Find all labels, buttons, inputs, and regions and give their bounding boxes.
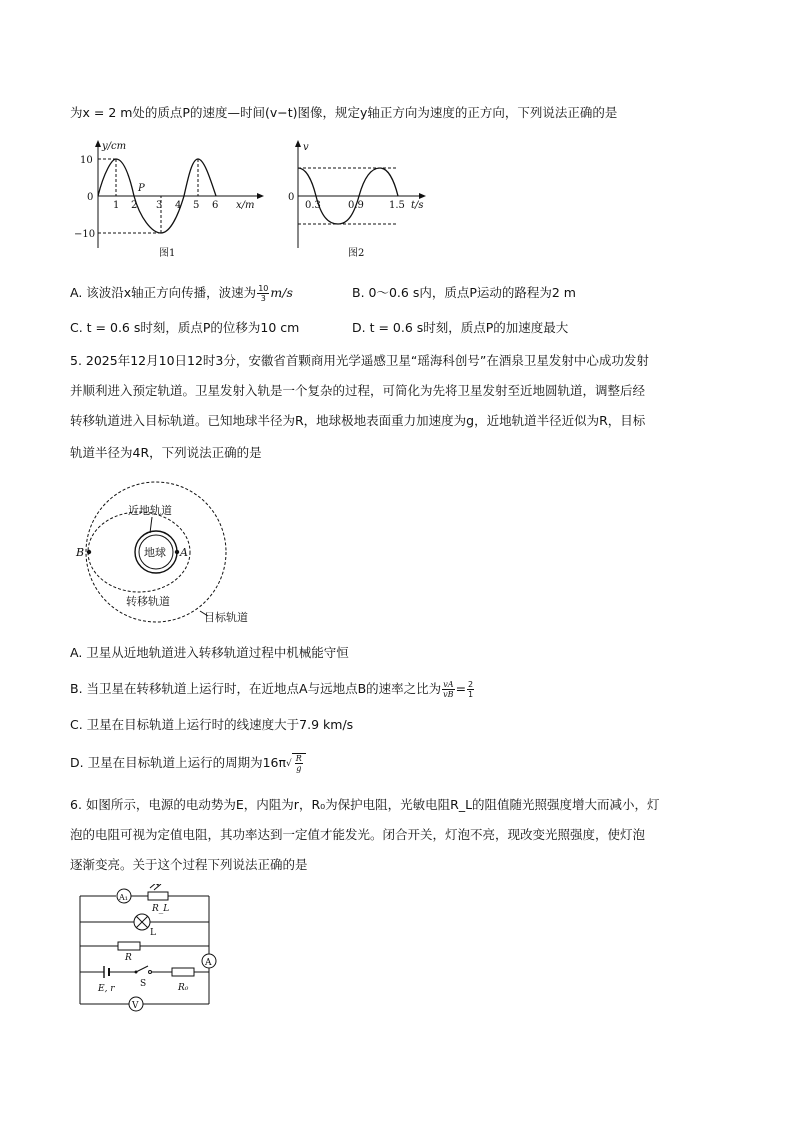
ammeter-label: A — [205, 958, 212, 968]
q5-stem-line: 转移轨道进入目标轨道。已知地球半径为R，地球极地表面重力加速度为g，近地轨道半径近似为R，目标 — [70, 413, 646, 428]
q5-option-b: B. 当卫星在转移轨道上运行时，在近地点A与远地点B的速率之比为 $\frac{vA}{vB}$ = $\frac{2}{1}$ — [70, 680, 474, 699]
ammeter1-label: A₁ — [119, 893, 128, 902]
fig2-xtick: 0.9 — [348, 200, 364, 211]
fig1-xtick: 2 — [131, 200, 138, 211]
switch-label: S — [140, 979, 147, 989]
q5-option-c: C. 卫星在目标轨道上运行时的线速度大于7.9 km/s — [70, 717, 354, 732]
q5-option-a: A. 卫星从近地轨道进入转移轨道过程中机械能守恒 — [70, 645, 349, 660]
source-label: E, r — [98, 984, 115, 994]
fig1-xtick: 1 — [113, 200, 120, 211]
point-a-label: A — [180, 546, 188, 559]
fig1-xtick: 4 — [175, 200, 182, 211]
target-orbit-label: 目标轨道 — [204, 611, 248, 624]
orbit-figure — [72, 476, 272, 626]
resistor-label: R — [125, 953, 132, 963]
q5-stem-line: 5. 2025年12月10日12时3分，安徽省首颗商用光学遥感卫星“瑶海科创号”在酒泉卫星发射中心成功发射 — [70, 353, 649, 368]
lamp-label: L — [150, 928, 156, 938]
earth-label: 地球 — [144, 546, 166, 559]
q5-stem-line: 轨道半径为4R，下列说法正确的是 — [70, 445, 262, 460]
photoresistor-label: R_L — [152, 904, 170, 914]
fig1-xtick: 3 — [156, 200, 163, 211]
fig1-point-p: P — [138, 183, 145, 194]
fig2-xlabel: t/s — [411, 200, 424, 211]
wave-figure-1 — [72, 138, 272, 262]
vt-figure-2 — [286, 138, 436, 262]
voltmeter-label: V — [132, 1001, 139, 1011]
fig2-xtick: 1.5 — [389, 200, 405, 211]
q6-stem-line: 6. 如图所示，电源的电动势为E，内阻为r，R₀为保护电阻，光敏电阻R_L的阻值随光照强度增大而减小，灯 — [70, 797, 660, 812]
q4-option-d: D. t = 0.6 s时刻，质点P的加速度最大 — [352, 320, 569, 335]
q4-option-c: C. t = 0.6 s时刻，质点P的位移为10 cm — [70, 320, 300, 335]
q6-stem-line: 逐渐变亮。关于这个过程下列说法正确的是 — [70, 857, 308, 872]
fig1-xlabel: x/m — [236, 200, 255, 211]
fig1-ytick-10: 10 — [80, 155, 93, 166]
fig2-origin: 0 — [288, 192, 295, 203]
speed-fraction: $\frac{10}{3}$ — [258, 284, 269, 303]
q4-options-row2 — [70, 318, 730, 338]
q6-stem-line: 泡的电阻可视为定值电阻，其功率达到一定值才能发光。闭合开关，灯泡不亮，现改变光照强度，使灯泡 — [70, 827, 646, 842]
circuit-figure — [74, 884, 224, 1016]
q5-stem-line: 并顺利进入预定轨道。卫星发射入轨是一个复杂的过程，可简化为先将卫星发射至近地圆轨道，调整后经 — [70, 383, 646, 398]
q5-option-d: D. 卫星在目标轨道上运行的周期为16π√ $\frac{R}{g}$ — [70, 753, 306, 774]
fig1-ytick-neg10: −10 — [74, 229, 96, 240]
q4-option-a: A. 该波沿x轴正方向传播，波速为 $\frac{10}{3}$ m/s — [70, 284, 293, 303]
protect-resistor-label: R₀ — [178, 983, 189, 993]
speed-ratio-lhs: $\frac{vA}{vB}$ — [443, 680, 454, 699]
period-sqrt: √ $\frac{R}{g}$ — [286, 753, 306, 774]
fig1-xtick: 6 — [212, 200, 219, 211]
fig2-xtick: 0.3 — [305, 200, 321, 211]
fig1-ylabel: y/cm — [102, 141, 127, 152]
fig2-ylabel: v — [303, 142, 309, 153]
fig1-xtick: 5 — [193, 200, 200, 211]
fig1-ytick-0: 0 — [87, 192, 94, 203]
near-orbit-label: 近地轨道 — [128, 504, 172, 517]
speed-ratio-rhs: $\frac{2}{1}$ — [468, 680, 474, 699]
q4-options-row1 — [70, 283, 730, 303]
fig1-caption: 图1 — [159, 248, 176, 259]
point-b-label: B — [76, 546, 85, 559]
q4-intro: 为x = 2 m处的质点P的速度—时间(v−t)图像，规定y轴正方向为速度的正方向，下列说法正确的是 — [70, 105, 618, 120]
fig2-caption: 图2 — [348, 248, 365, 259]
q4-option-b: B. 0～0.6 s内，质点P运动的路程为2 m — [352, 285, 576, 300]
transfer-orbit-label: 转移轨道 — [126, 595, 170, 608]
